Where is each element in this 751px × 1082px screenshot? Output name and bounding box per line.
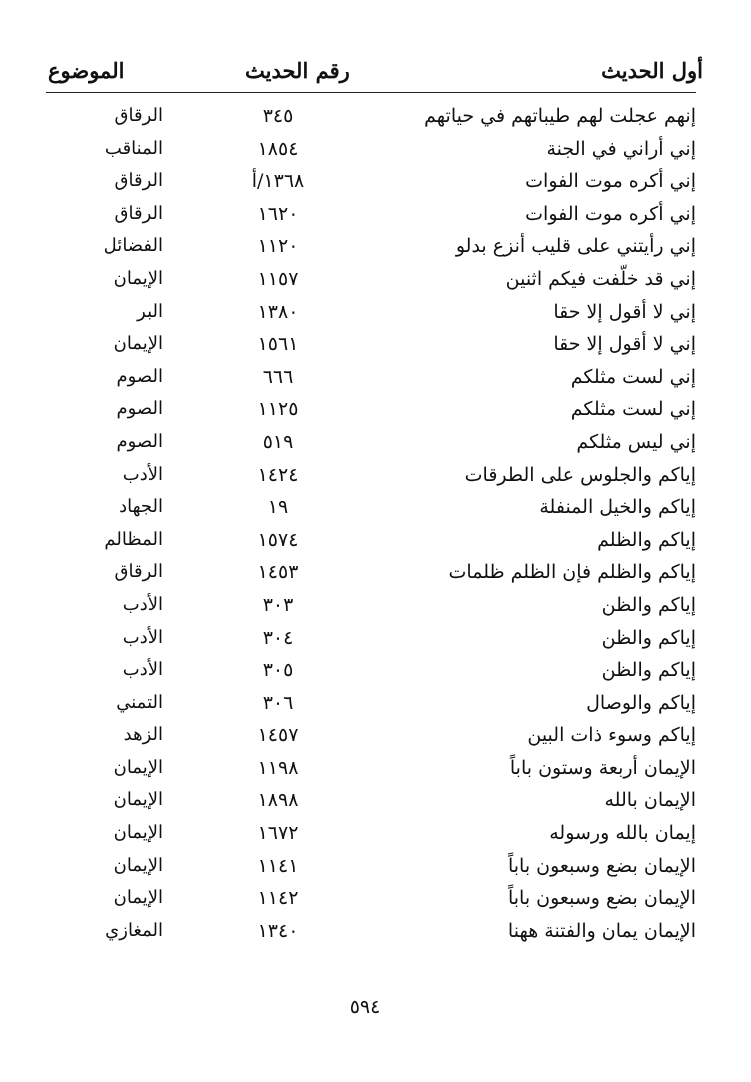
table-row — [0, 200, 751, 233]
table-row — [0, 558, 751, 591]
hadith-first-words: الإيمان يمان والفتنة ههنا — [507, 919, 696, 942]
table-row — [0, 754, 751, 787]
hadith-first-words: إنهم عجلت لهم طيباتهم في حياتهم — [424, 105, 696, 127]
table-row — [0, 265, 751, 298]
hadith-topic: الصوم — [116, 365, 163, 387]
hadith-number: ١١٤٢ — [257, 887, 299, 910]
hadith-number: ١٤٥٧ — [257, 724, 299, 747]
hadith-number: ٣٠٥ — [262, 659, 294, 682]
hadith-first-words: إياكم وسوء ذات البين — [527, 724, 696, 747]
table-header — [0, 58, 751, 92]
hadith-number: ١١٢٥ — [257, 398, 299, 421]
table-row — [0, 786, 751, 819]
hadith-topic: الرقاق — [114, 105, 163, 126]
header-number: رقم الحديث — [245, 58, 350, 83]
hadith-number: ١٥٧٤ — [257, 528, 299, 551]
hadith-topic: الرقاق — [114, 170, 163, 192]
hadith-first-words: إياكم والظلم فإن الظلم ظلمات — [448, 561, 696, 584]
hadith-topic: الأدب — [122, 659, 163, 681]
table-row — [0, 232, 751, 265]
hadith-topic: الصوم — [116, 398, 163, 420]
table-row — [0, 298, 751, 331]
hadith-first-words: إياكم والظن — [601, 626, 696, 649]
hadith-number: ١٣٤٠ — [257, 919, 299, 942]
hadith-number: ٣٠٦ — [262, 691, 294, 714]
hadith-first-words: إني أكره موت الفوات — [525, 202, 696, 225]
table-row — [0, 363, 751, 396]
hadith-number: ٦٦٦ — [262, 365, 294, 388]
page-number: ٥٩٤ — [349, 996, 381, 1018]
table-row — [0, 819, 751, 852]
table-row — [0, 884, 751, 917]
table-row — [0, 135, 751, 168]
table-row — [0, 330, 751, 363]
hadith-first-words: إني لا أقول إلا حقا — [553, 300, 696, 323]
hadith-topic: الجهاد — [119, 496, 163, 518]
hadith-first-words: إياكم والظن — [601, 593, 696, 616]
hadith-topic: الرقاق — [114, 202, 163, 224]
hadith-first-words: إياكم والظن — [601, 659, 696, 682]
table-row — [0, 721, 751, 754]
hadith-number: ١٩ — [267, 496, 289, 519]
header-topic: الموضوع — [48, 58, 125, 83]
hadith-number: ٥١٩ — [262, 430, 294, 453]
hadith-topic: الرقاق — [114, 561, 163, 583]
hadith-first-words: إني أكره موت الفوات — [525, 170, 696, 193]
hadith-number: ١٨٩٨ — [257, 789, 299, 812]
table-row — [0, 461, 751, 494]
hadith-topic: المظالم — [104, 528, 163, 550]
hadith-number: ١١٤١ — [257, 854, 299, 877]
hadith-number: ١٦٧٢ — [257, 822, 299, 845]
hadith-number: ١٣٨٠ — [257, 300, 299, 323]
hadith-topic: الإيمان — [113, 267, 163, 289]
hadith-topic: الأدب — [122, 593, 163, 615]
hadith-number: ١١٢٠ — [257, 235, 299, 258]
hadith-first-words: إني رأيتني على قليب أنزع بدلو — [455, 235, 696, 258]
table-row — [0, 428, 751, 461]
table-row — [0, 656, 751, 689]
hadith-topic: الفضائل — [103, 235, 163, 257]
hadith-topic: الأدب — [122, 626, 163, 648]
table-row — [0, 526, 751, 559]
hadith-number: ١٤٥٣ — [257, 561, 299, 584]
hadith-topic: الإيمان — [113, 333, 163, 355]
hadith-first-words: إياكم والجلوس على الطرقات — [464, 463, 696, 486]
hadith-first-words: إياكم والوصال — [586, 691, 696, 714]
hadith-number: ١١٩٨ — [257, 756, 299, 779]
table-row — [0, 102, 751, 135]
hadith-number: ١١٥٧ — [257, 267, 299, 290]
hadith-first-words: الإيمان بالله — [604, 789, 696, 812]
hadith-first-words: إني لست مثلكم — [570, 398, 696, 421]
hadith-topic: الإيمان — [113, 854, 163, 876]
table-row — [0, 167, 751, 200]
hadith-first-words: الإيمان أربعة وستون باباً — [509, 756, 696, 779]
hadith-first-words: إني ليس مثلكم — [576, 430, 696, 453]
table-row — [0, 624, 751, 657]
hadith-topic: الإيمان — [113, 887, 163, 909]
hadith-number: ١٨٥٤ — [257, 137, 299, 160]
hadith-number: ٣٠٣ — [262, 593, 294, 616]
hadith-first-words: إني أراني في الجنة — [546, 137, 696, 160]
hadith-first-words: إياكم والخيل المنفلة — [539, 496, 696, 519]
table-row — [0, 689, 751, 722]
hadith-topic: المغازي — [105, 919, 163, 941]
table-row — [0, 917, 751, 950]
hadith-first-words: إني قد خلّفت فيكم اثنين — [505, 267, 696, 290]
hadith-topic: التمني — [116, 691, 163, 713]
table-row — [0, 395, 751, 428]
hadith-first-words: إيمان بالله ورسوله — [549, 822, 696, 845]
header-divider — [46, 92, 696, 93]
hadith-number: ١٣٦٨/أ — [251, 170, 305, 193]
hadith-index-table — [0, 102, 751, 949]
hadith-number: ١٦٢٠ — [257, 202, 299, 225]
hadith-number: ١٥٦١ — [257, 333, 299, 356]
hadith-first-words: الإيمان بضع وسبعون باباً — [507, 854, 696, 877]
hadith-number: ١٤٢٤ — [257, 463, 299, 486]
hadith-topic: الصوم — [116, 430, 163, 452]
table-row — [0, 591, 751, 624]
hadith-first-words: الإيمان بضع وسبعون باباً — [507, 887, 696, 910]
hadith-topic: المناقب — [104, 137, 163, 159]
hadith-topic: الزهد — [123, 724, 163, 746]
table-row — [0, 852, 751, 885]
hadith-topic: الأدب — [122, 463, 163, 485]
table-row — [0, 493, 751, 526]
hadith-topic: الإيمان — [113, 822, 163, 844]
hadith-number: ٣٤٥ — [262, 105, 294, 127]
hadith-first-words: إني لست مثلكم — [570, 365, 696, 388]
hadith-topic: الإيمان — [113, 789, 163, 811]
hadith-number: ٣٠٤ — [262, 626, 294, 649]
header-first-words: أول الحديث — [601, 58, 703, 83]
hadith-first-words: إياكم والظلم — [597, 528, 696, 551]
hadith-topic: الإيمان — [113, 756, 163, 778]
hadith-first-words: إني لا أقول إلا حقا — [553, 333, 696, 356]
hadith-topic: البر — [137, 300, 163, 322]
